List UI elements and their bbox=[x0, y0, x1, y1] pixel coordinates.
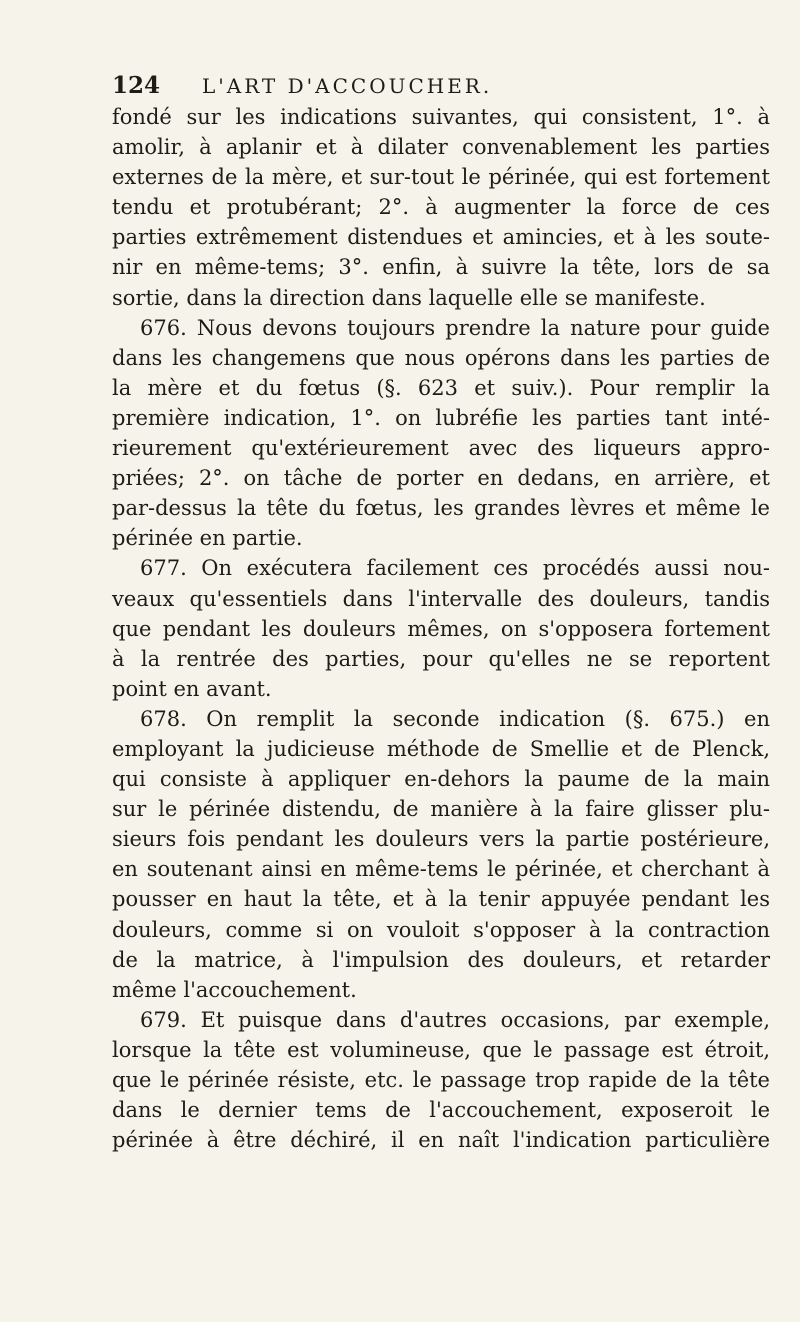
page-number: 124 bbox=[112, 72, 161, 99]
running-head bbox=[112, 72, 770, 102]
text-line: employant la judicieuse méthode de Smellie et de Plenck, bbox=[112, 736, 770, 761]
text-line: rieurement qu'extérieurement avec des liqueurs appro- bbox=[112, 436, 770, 461]
text-line: en soutenant ainsi en même-tems le périnée, et cherchant à bbox=[112, 857, 770, 882]
text-line: qui consiste à appliquer en-dehors la paume de la main bbox=[112, 767, 770, 792]
text-line: que le périnée résiste, etc. le passage trop rapide de la tête bbox=[112, 1068, 770, 1092]
text-line: sieurs fois pendant les douleurs vers la partie postérieure, bbox=[112, 827, 770, 852]
text-line: priées; 2°. on tâche de porter en dedans, en arrière, et bbox=[112, 466, 770, 491]
text-line: pousser en haut la tête, et à la tenir appuyée pendant les bbox=[112, 887, 770, 912]
text-line: tendu et protubérant; 2°. à augmenter la force de ces bbox=[112, 195, 770, 220]
text-line: par-dessus la tête du fœtus, les grandes lèvres et même le bbox=[112, 496, 770, 521]
paragraph-677-start: 677. On exécutera facilement ces procédés aussi nou- bbox=[140, 556, 770, 581]
body-text bbox=[112, 102, 770, 1155]
text-line: externes de la mère, et sur-tout le périnée, qui est fortement bbox=[112, 165, 770, 190]
text-line: de la matrice, à l'impulsion des douleurs, et retarder bbox=[112, 947, 770, 972]
text-line: sur le périnée distendu, de manière à la faire glisser plu- bbox=[112, 797, 770, 822]
text-line: point en avant. bbox=[112, 676, 272, 701]
text-line: périnée en partie. bbox=[112, 526, 303, 551]
text-line: veaux qu'essentiels dans l'intervalle des douleurs, tandis bbox=[112, 586, 770, 611]
text-line: même l'accouchement. bbox=[112, 977, 357, 1002]
text-line: dans les changemens que nous opérons dans les parties de bbox=[112, 345, 770, 370]
text-line: douleurs, comme si on vouloit s'opposer à la contraction bbox=[112, 917, 770, 942]
text-line: parties extrêmement distendues et amincies, et à les soute- bbox=[112, 225, 770, 250]
paragraph-678-start: 678. On remplit la seconde indication (§. 675.) en bbox=[140, 706, 770, 731]
text-line: amolir, à aplanir et à dilater convenablement les parties bbox=[112, 135, 770, 160]
text-line: dans le dernier tems de l'accouchement, exposeroit le bbox=[112, 1098, 770, 1123]
text-line: périnée à être déchiré, il en naît l'indication particulière bbox=[112, 1128, 770, 1153]
text-line: sortie, dans la direction dans laquelle elle se manifeste. bbox=[112, 285, 706, 310]
text-line: que pendant les douleurs mêmes, on s'opposera fortement bbox=[112, 616, 770, 641]
text-line: nir en même-tems; 3°. enfin, à suivre la tête, lors de sa bbox=[112, 255, 770, 280]
text-line: la mère et du fœtus (§. 623 et suiv.). Pour remplir la bbox=[112, 375, 770, 400]
text-line: à la rentrée des parties, pour qu'elles ne se reportent bbox=[112, 646, 770, 671]
running-title: L'ART D'ACCOUCHER. bbox=[202, 74, 493, 98]
paragraph-679-start: 679. Et puisque dans d'autres occasions, par exemple, bbox=[140, 1007, 770, 1032]
paragraph-676-start: 676. Nous devons toujours prendre la nature pour guide bbox=[140, 315, 770, 340]
text-line: fondé sur les indications suivantes, qui consistent, 1°. à bbox=[112, 105, 770, 129]
text-line: lorsque la tête est volumineuse, que le passage est étroit, bbox=[112, 1037, 770, 1062]
text-line: première indication, 1°. on lubréfie les parties tant inté- bbox=[112, 405, 770, 430]
